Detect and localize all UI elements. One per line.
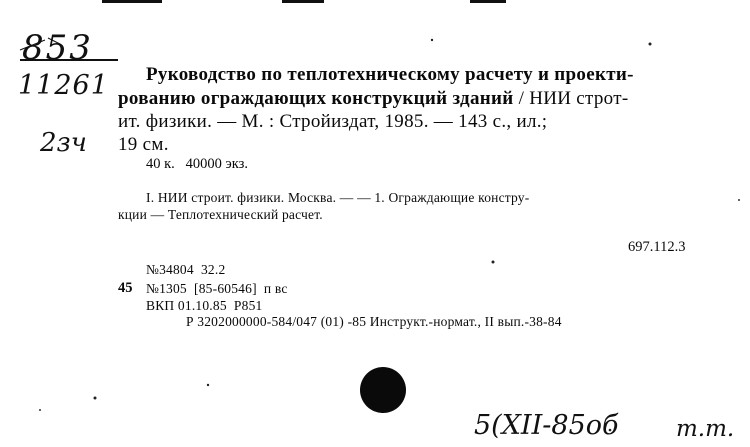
handwritten-initials: т.т. (676, 416, 735, 442)
title-line-4: 19 см. (118, 134, 169, 155)
reg-line-3: ВКП 01.10.85 P851 (146, 298, 263, 313)
title-line-2 (118, 88, 628, 110)
notes-line-2: кции — Теплотехнический расчет. (118, 207, 323, 222)
punch-hole (360, 367, 406, 413)
handwritten-date-note: 5(XII-85об (474, 410, 619, 441)
title-line-3: ит. физики. — М. : Стройиздат, 1985. — 143 с., ил.; (118, 111, 548, 132)
top-edge-mark-3 (470, 0, 506, 3)
title-line-2-rest: / НИИ строт- (513, 88, 629, 109)
reg-line-4: Р 3202000000-584/047 (01) -85 Инструкт.-нормат., II вып.-38-84 (186, 314, 562, 329)
top-edge-mark-2 (282, 0, 324, 3)
udc-code: 697.112.3 (628, 239, 686, 255)
price-edition-line: 40 к. 40000 экз. (146, 156, 248, 172)
reg-line-1: №34804 32.2 (146, 262, 226, 277)
handwritten-number-11261: 11261 (18, 70, 109, 101)
handwritten-number-853: 853 (22, 28, 93, 68)
notes-line-1: I. НИИ строит. физики. Москва. — — 1. Ограждающие констру- (146, 190, 530, 205)
top-edge-mark-1 (102, 0, 162, 3)
title-line-1: Руководство по теплотехническому расчету и проекти- (146, 64, 634, 85)
reg-prefix: 45 (118, 280, 133, 296)
reg-line-2: №1305 [85-60546] п вс (146, 281, 288, 296)
handwritten-number-2zch: 2зч (40, 128, 87, 158)
title-line-2-bold: рованию ограждающих конструкций зданий (118, 88, 514, 109)
